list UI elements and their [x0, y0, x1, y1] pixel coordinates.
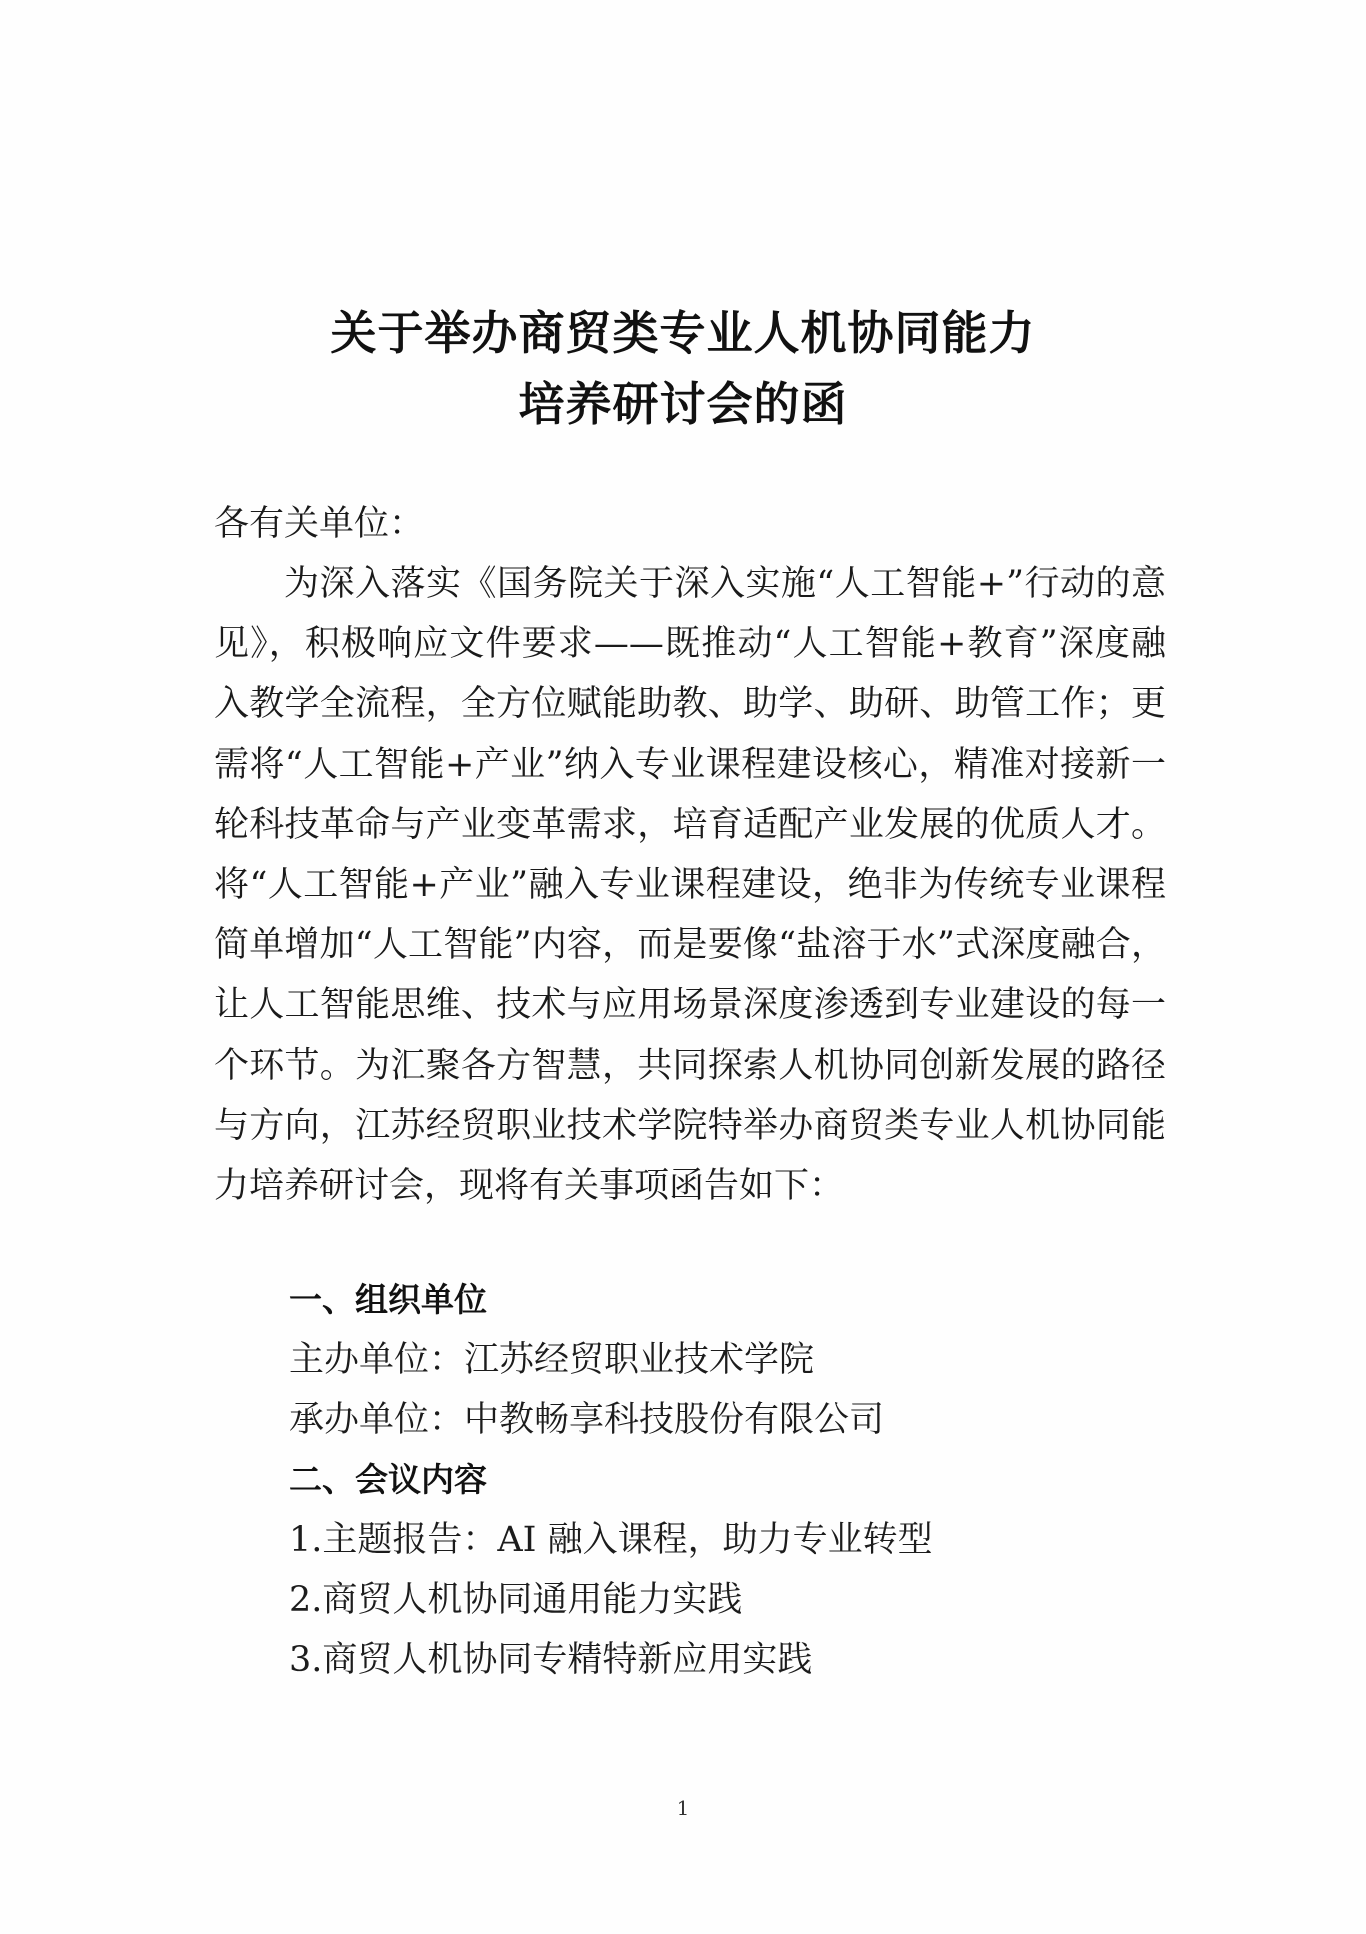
content-item: 2.商贸人机协同通用能力实践 [289, 1580, 743, 1620]
section-heading-content: 二、会议内容 [289, 1460, 487, 1499]
intro-paragraph: 为深入落实《国务院关于深入实施“人工智能+”行动的意见》，积极响应文件要求——既推动“人工智能+教育”深度融入教学全流程，全方位赋能助教、助学、助研、助管工作；更需将“人工智能+产业”纳入专业课程建设核心，精准对接新一轮科技革命与产业变革需求，培育适配产业发展的优质人才。将“人工智能+产业”融入专业课程建设，绝非为传统专业课程简单增加“人工智能”内容，而是要像“盐溶于水”式深度融合，让人工智能思维、技术与应用场景深度渗透到专业建设的每一个环节。为汇聚各方智慧，共同探索人机协同创新发展的路径与方向，江苏经贸职业技术学院特举办商贸类专业人机协同能力培养研讨会，现将有关事项函告如下： [214, 564, 1166, 1207]
host-unit-line: 主办单位：江苏经贸职业技术学院 [289, 1340, 815, 1380]
content-item: 3.商贸人机协同专精特新应用实践 [289, 1640, 813, 1680]
organizer-unit-line: 承办单位：中教畅享科技股份有限公司 [289, 1400, 885, 1440]
section-heading-organizers: 一、组织单位 [289, 1280, 487, 1319]
content-item: 1.主题报告：AI 融入课程，助力专业转型 [289, 1520, 933, 1560]
document-title-line-2: 培养研讨会的函 [518, 377, 848, 431]
document-title-line-1: 关于举办商贸类专业人机协同能力 [330, 306, 1036, 360]
page-number: 1 [676, 1796, 690, 1820]
salutation: 各有关单位： [214, 504, 425, 544]
